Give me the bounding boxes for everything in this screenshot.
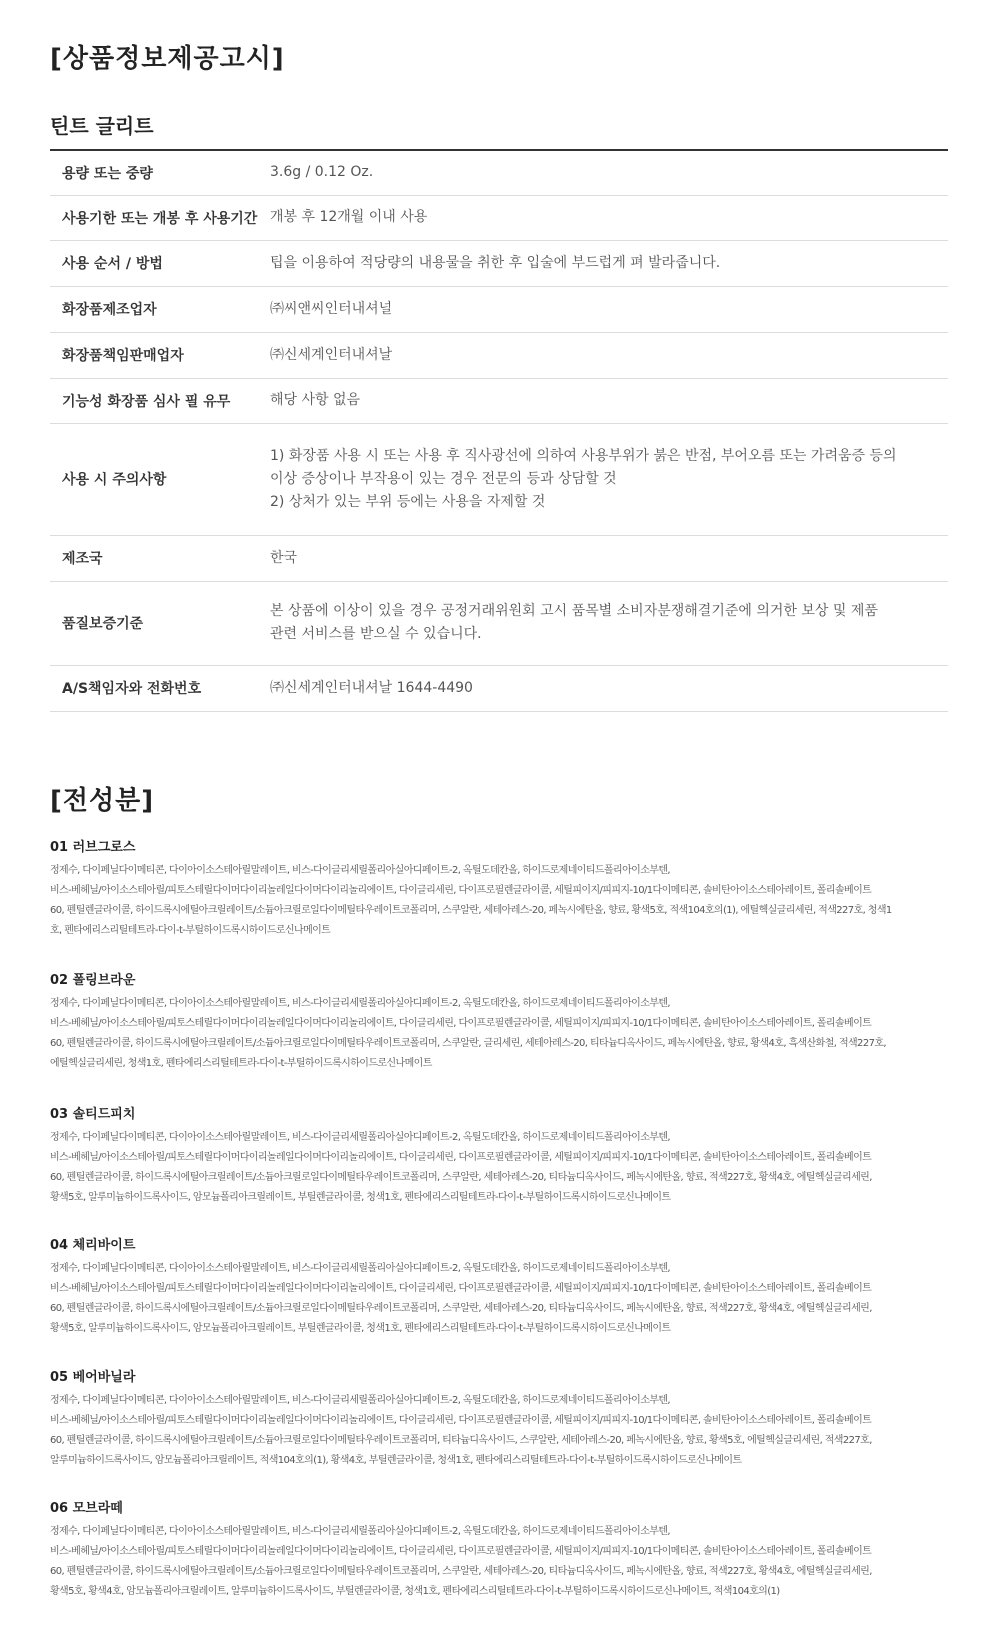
info-value: 3.6g / 0.12 Oz.: [268, 150, 948, 195]
ingredients-title: [전성분]: [50, 786, 155, 816]
info-row-as-contact: [50, 665, 948, 711]
info-row-caution: [50, 423, 948, 535]
info-value: 해당 사항 없음: [268, 378, 948, 423]
ingredient-text: 알루미늄하이드록사이드, 암모늄폴리아크릴레이트, 적색104호의(1), 황색4호, 부틸렌글라이콜, 청색1호, 펜타에리스리틸테트라-다이-t-부틸하이드록시하이드로신나메이트: [50, 1455, 742, 1466]
ingredient-text: 비스-베헤닐/아이소스테아릴/피토스테릴다이머다이리놀레일다이머다이리놀리에이트, 다이글리세린, 다이프로필렌글라이콜, 세틸피이지/피피지-10/1다이메티콘, 솔비탄아이소스테아레이트, 폴리솔베이트: [50, 1152, 872, 1163]
info-row-functional: [50, 378, 948, 423]
ingredient-text: 60, 펜틸렌글라이콜, 하이드록시에틸아크릴레이트/소듐아크릴로일다이메틸타우레이트코폴리머, 티타늄디옥사이드, 스쿠알란, 세테아레스-20, 페녹시에탄올, 향료, 황색5호, 에틸헥실글리세린, 적색227호,: [50, 1435, 872, 1446]
info-value: 개봉 후 12개월 이내 사용: [268, 195, 948, 240]
info-value: ㈜신세계인터내셔날 1644-4490: [268, 665, 948, 711]
ingredient-text: 60, 펜틸렌글라이콜, 하이드록시에틸아크릴레이트/소듐아크릴로일다이메틸타우레이트코폴리머, 스쿠알란, 세테아레스-20, 티타늄디옥사이드, 페녹시에탄올, 향료, 적색227호, 황색4호, 에틸헥실글리세린,: [50, 1303, 872, 1314]
ingredient-text: 60, 펜틸렌글라이콜, 하이드록시에틸아크릴레이트/소듐아크릴로일다이메틸타우레이트코폴리머, 스쿠알란, 세테아레스-20, 페녹시에탄올, 향료, 황색5호, 적색104호의(1), 에틸헥실글리세린, 적색227호, 청색1: [50, 905, 892, 916]
ingredient-text: 비스-베헤닐/아이소스테아릴/피토스테릴다이머다이리놀레일다이머다이리놀리에이트, 다이글리세린, 다이프로필렌글라이콜, 세틸피이지/피피지-10/1다이메티콘, 솔비탄아이소스테아레이트, 폴리솔베이트: [50, 1018, 872, 1029]
info-label: 용량 또는 중량: [50, 150, 268, 195]
ingredient-text: 정제수, 다이페닐다이메티콘, 다이아이소스테아릴말레이트, 비스-다이글리세릴폴리아실아디페이트-2, 옥틸도데칸올, 하이드로제네이티드폴리아이소부텐,: [50, 998, 670, 1009]
ingredient-block: [50, 1103, 948, 1208]
info-value: ㈜신세계인터내셔날: [268, 332, 948, 378]
ingredient-text: 호, 펜타에리스리틸테트라-다이-t-부틸하이드록시하이드로신나메이트: [50, 925, 331, 936]
info-label: 품질보증기준: [50, 581, 268, 665]
ingredient-text: 정제수, 다이페닐다이메티콘, 다이아이소스테아릴말레이트, 비스-다이글리세릴폴리아실아디페이트-2, 옥틸도데칸올, 하이드로제네이티드폴리아이소부텐,: [50, 865, 670, 876]
product-name: 틴트 글리트: [50, 114, 154, 138]
ingredient-text: 60, 펜틸렌글라이콜, 하이드록시에틸아크릴레이트/소듐아크릴로일다이메틸타우레이트코폴리머, 스쿠알란, 세테아레스-20, 티타늄디옥사이드, 페녹시에탄올, 향료, 적색227호, 황색4호, 에틸헥실글리세린,: [50, 1566, 872, 1577]
info-value: 한국: [268, 535, 948, 581]
ingredient-text: 비스-베헤닐/아이소스테아릴/피토스테릴다이머다이리놀레일다이머다이리놀리에이트, 다이글리세린, 다이프로필렌글라이콜, 세틸피이지/피피지-10/1다이메티콘, 솔비탄아이소스테아레이트, 폴리솔베이트: [50, 1283, 872, 1294]
ingredient-block: [50, 969, 948, 1074]
info-label: 화장품책임판매업자: [50, 332, 268, 378]
shade-name: 04 체리바이트: [50, 1238, 136, 1253]
ingredient-block: [50, 836, 948, 941]
info-row-origin: [50, 535, 948, 581]
ingredient-text: 60, 펜틸렌글라이콜, 하이드록시에틸아크릴레이트/소듐아크릴로일다이메틸타우레이트코폴리머, 스쿠알란, 세테아레스-20, 티타늄디옥사이드, 페녹시에탄올, 향료, 적색227호, 황색4호, 에틸헥실글리세린,: [50, 1172, 872, 1183]
ingredient-text: 황색5호, 황색4호, 암모늄폴리아크릴레이트, 알루미늄하이드록사이드, 부틸렌글라이콜, 청색1호, 펜타에리스리틸테트라-다이-t-부틸하이드록시하이드로신나메이트, 적색104호의(1): [50, 1586, 780, 1597]
info-row-usage: [50, 240, 948, 286]
product-info-table: [50, 149, 948, 712]
shade-name: 05 베어바닐라: [50, 1370, 136, 1385]
info-value: ㈜씨앤씨인터내셔널: [268, 286, 948, 332]
info-row-expiry: [50, 195, 948, 240]
shade-name: 06 모브라떼: [50, 1501, 123, 1516]
info-value: 1) 화장품 사용 시 또는 사용 후 직사광선에 의하여 사용부위가 붉은 반점, 부어오름 또는 가려움증 등의 이상 증상이나 부작용이 있는 경우 전문의 등과 상담할 것 2) 상처가 있는 부위 등에는 사용을 자제할 것: [268, 423, 948, 535]
ingredient-text: 비스-베헤닐/아이소스테아릴/피토스테릴다이머다이리놀레일다이머다이리놀리에이트, 다이글리세린, 다이프로필렌글라이콜, 세틸피이지/피피지-10/1다이메티콘, 솔비탄아이소스테아레이트, 폴리솔베이트: [50, 885, 872, 896]
info-label: 화장품제조업자: [50, 286, 268, 332]
shade-name: 03 솔티드피치: [50, 1107, 136, 1122]
shade-name: 02 폴링브라운: [50, 973, 136, 988]
shade-name: 01 러브그로스: [50, 840, 136, 855]
ingredient-text: 비스-베헤닐/아이소스테아릴/피토스테릴다이머다이리놀레일다이머다이리놀리에이트, 다이글리세린, 다이프로필렌글라이콜, 세틸피이지/피피지-10/1다이메티콘, 솔비탄아이소스테아레이트, 폴리솔베이트: [50, 1415, 872, 1426]
ingredient-text: 정제수, 다이페닐다이메티콘, 다이아이소스테아릴말레이트, 비스-다이글리세릴폴리아실아디페이트-2, 옥틸도데칸올, 하이드로제네이티드폴리아이소부텐,: [50, 1132, 670, 1143]
info-row-seller: [50, 332, 948, 378]
info-row-volume: [50, 150, 948, 195]
ingredient-block: [50, 1366, 948, 1471]
ingredient-block: [50, 1234, 948, 1339]
page-title: [상품정보제공고시]: [50, 44, 285, 74]
ingredient-text: 황색5호, 알루미늄하이드록사이드, 암모늄폴리아크릴레이트, 부틸렌글라이콜, 청색1호, 펜타에리스리틸테트라-다이-t-부틸하이드록시하이드로신나메이트: [50, 1323, 671, 1334]
ingredient-text: 60, 펜틸렌글라이콜, 하이드록시에틸아크릴레이트/소듐아크릴로일다이메틸타우레이트코폴리머, 스쿠알란, 글리세린, 세테아레스-20, 티타늄디옥사이드, 페녹시에탄올, 향료, 황색4호, 흑색산화철, 적색227호,: [50, 1038, 886, 1049]
ingredient-text: 정제수, 다이페닐다이메티콘, 다이아이소스테아릴말레이트, 비스-다이글리세릴폴리아실아디페이트-2, 옥틸도데칸올, 하이드로제네이티드폴리아이소부텐,: [50, 1526, 670, 1537]
info-label: 사용기한 또는 개봉 후 사용기간: [50, 195, 268, 240]
info-label: 사용 시 주의사항: [50, 423, 268, 535]
info-row-manufacturer: [50, 286, 948, 332]
info-label: 제조국: [50, 535, 268, 581]
ingredient-text: 에틸헥실글리세린, 청색1호, 펜타에리스리틸테트라-다이-t-부틸하이드록시하이드로신나메이트: [50, 1058, 432, 1069]
info-label: 기능성 화장품 심사 필 유무: [50, 378, 268, 423]
ingredient-text: 정제수, 다이페닐다이메티콘, 다이아이소스테아릴말레이트, 비스-다이글리세릴폴리아실아디페이트-2, 옥틸도데칸올, 하이드로제네이티드폴리아이소부텐,: [50, 1395, 670, 1406]
info-label: 사용 순서 / 방법: [50, 240, 268, 286]
ingredient-text: 정제수, 다이페닐다이메티콘, 다이아이소스테아릴말레이트, 비스-다이글리세릴폴리아실아디페이트-2, 옥틸도데칸올, 하이드로제네이티드폴리아이소부텐,: [50, 1263, 670, 1274]
info-row-warranty: [50, 581, 948, 665]
info-label: A/S책임자와 전화번호: [50, 665, 268, 711]
ingredient-block: [50, 1497, 948, 1602]
info-value: 본 상품에 이상이 있을 경우 공정거래위원회 고시 품목별 소비자분쟁해결기준에 의거한 보상 및 제품 관련 서비스를 받으실 수 있습니다.: [268, 581, 948, 665]
ingredient-text: 황색5호, 알루미늄하이드록사이드, 암모늄폴리아크릴레이트, 부틸렌글라이콜, 청색1호, 펜타에리스리틸테트라-다이-t-부틸하이드록시하이드로신나메이트: [50, 1192, 671, 1203]
info-value: 팁을 이용하여 적당량의 내용물을 취한 후 입술에 부드럽게 펴 발라줍니다.: [268, 240, 948, 286]
ingredient-text: 비스-베헤닐/아이소스테아릴/피토스테릴다이머다이리놀레일다이머다이리놀리에이트, 다이글리세린, 다이프로필렌글라이콜, 세틸피이지/피피지-10/1다이메티콘, 솔비탄아이소스테아레이트, 폴리솔베이트: [50, 1546, 872, 1557]
